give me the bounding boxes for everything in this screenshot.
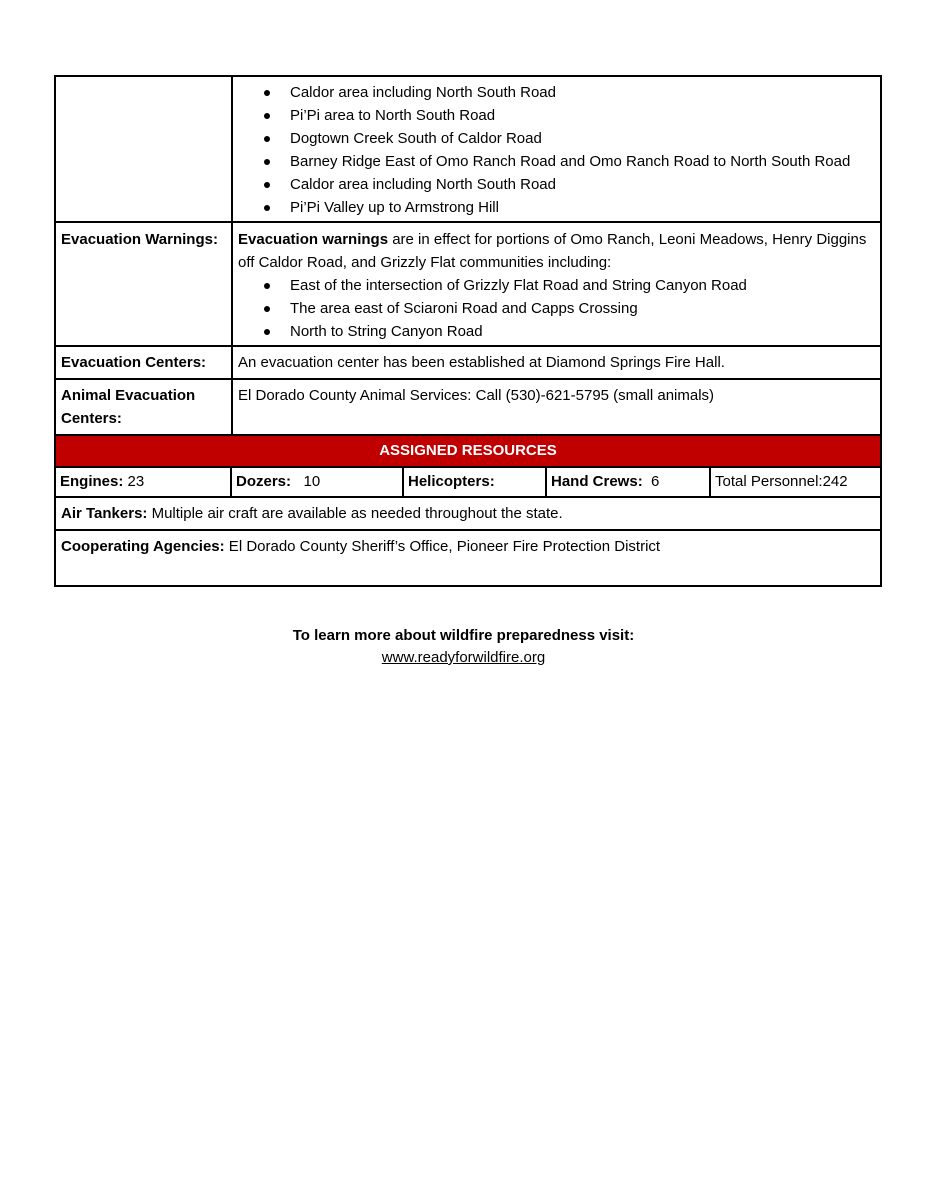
air-tankers-cell	[55, 497, 881, 530]
empty-label-cell	[55, 76, 232, 222]
list-item: Barney Ridge East of Omo Ranch Road and Omo Ranch Road to North South Road	[290, 150, 875, 173]
dozers-value: 10	[291, 473, 321, 490]
engines-value: 23	[123, 473, 145, 490]
evacuation-orders-continued-row	[55, 76, 881, 222]
helicopters-cell	[403, 468, 546, 496]
list-item: The area east of Sciaroni Road and Capps Crossing	[290, 297, 875, 320]
animal-evacuation-label-line1: Animal Evacuation	[61, 387, 196, 404]
animal-evacuation-label	[55, 379, 232, 435]
footer-title: To learn more about wildfire preparedness visit:	[292, 627, 635, 644]
resource-counts-table	[56, 468, 882, 496]
cooperating-agencies-row	[55, 530, 881, 586]
hand-crews-value: 6	[642, 473, 660, 490]
evacuation-warnings-cell	[232, 222, 881, 346]
footer	[0, 625, 927, 669]
hand-crews-cell	[546, 468, 710, 496]
incident-info-table	[54, 75, 882, 587]
resource-counts-row	[55, 467, 881, 497]
resource-counts-cell	[55, 467, 881, 497]
dozers-cell	[231, 468, 403, 496]
list-item: North to String Canyon Road	[290, 320, 875, 343]
air-tankers-row	[55, 497, 881, 530]
dozers-label: Dozers:	[236, 473, 292, 490]
evacuation-centers-text: An evacuation center has been established at Diamond Springs Fire Hall.	[232, 346, 881, 379]
assigned-resources-banner-row	[55, 435, 881, 467]
evacuation-orders-list-cell	[232, 76, 881, 222]
evacuation-warnings-lead: Evacuation warnings	[238, 231, 389, 248]
helicopters-label: Helicopters:	[408, 473, 495, 490]
evacuation-warnings-text	[238, 228, 875, 274]
list-item: Pi’Pi area to North South Road	[290, 104, 875, 127]
list-item: East of the intersection of Grizzly Flat Road and String Canyon Road	[290, 274, 875, 297]
list-item: Caldor area including North South Road	[290, 81, 875, 104]
hand-crews-label: Hand Crews:	[551, 473, 643, 490]
animal-evacuation-text: El Dorado County Animal Services: Call (530)-621-5795 (small animals)	[232, 379, 881, 435]
evacuation-centers-row	[55, 346, 881, 379]
engines-label: Engines:	[60, 473, 124, 490]
engines-cell	[56, 468, 231, 496]
cooperating-agencies-cell	[55, 530, 881, 586]
evacuation-warnings-row	[55, 222, 881, 346]
list-item: Caldor area including North South Road	[290, 173, 875, 196]
evacuation-orders-list	[238, 81, 875, 219]
animal-evacuation-label-line2: Centers:	[61, 410, 122, 427]
assigned-resources-banner: ASSIGNED RESOURCES	[55, 435, 881, 467]
evacuation-warnings-list	[238, 274, 875, 343]
cooperating-agencies-text: El Dorado County Sheriff’s Office, Pioneer Fire Protection District	[224, 538, 661, 555]
air-tankers-label: Air Tankers:	[61, 505, 148, 522]
evacuation-warnings-body: are in effect for portions of Omo Ranch, Leoni Meadows, Henry Diggins off Caldor Road, and Grizzly Flat communities including:	[238, 231, 867, 271]
air-tankers-text: Multiple air craft are available as needed throughout the state.	[147, 505, 563, 522]
list-item: Dogtown Creek South of Caldor Road	[290, 127, 875, 150]
evacuation-centers-label: Evacuation Centers:	[55, 346, 232, 379]
animal-evacuation-row	[55, 379, 881, 435]
total-personnel-cell: Total Personnel:242	[715, 473, 848, 490]
evacuation-warnings-label: Evacuation Warnings:	[55, 222, 232, 346]
list-item: Pi’Pi Valley up to Armstrong Hill	[290, 196, 875, 219]
cooperating-agencies-label: Cooperating Agencies:	[61, 538, 225, 555]
footer-link[interactable]: www.readyforwildfire.org	[381, 649, 546, 666]
